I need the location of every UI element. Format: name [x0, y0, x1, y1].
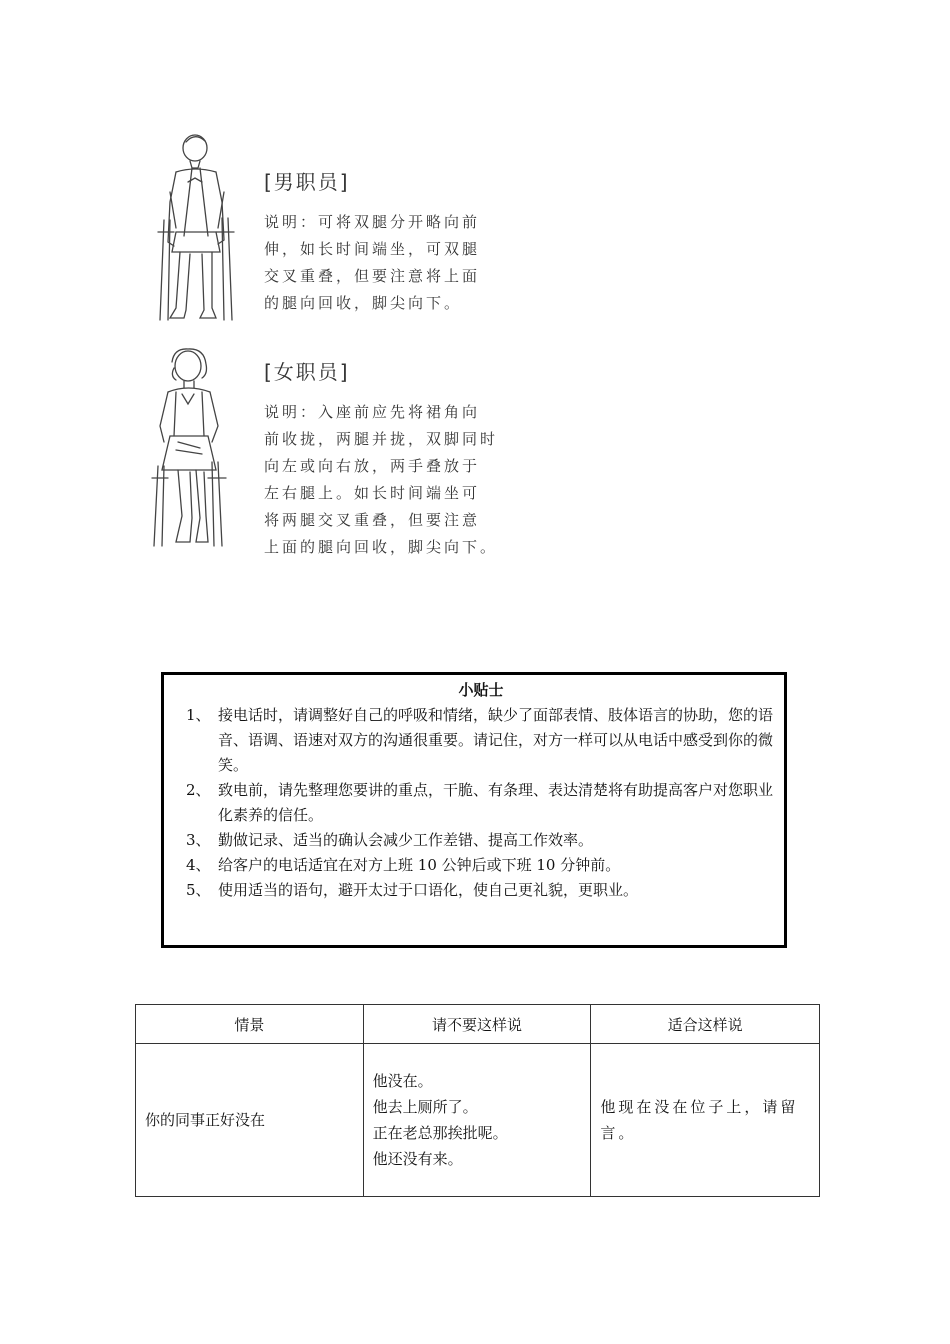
- cell-do-say: 他现在没在位子上，请留言。: [591, 1044, 820, 1197]
- header-dont-say: 请不要这样说: [363, 1005, 591, 1044]
- male-caption-line: 伸，如长时间端坐，可双腿: [264, 240, 481, 258]
- phrase-table: [135, 1004, 820, 1197]
- male-caption-line: 的腿向回收，脚尖向下。: [264, 294, 463, 312]
- tips-list: [186, 703, 776, 903]
- tip-number: 4、: [186, 856, 211, 874]
- dont-say-line: 正在老总那挨批呢。: [372, 1124, 508, 1142]
- tip-text: 使用适当的语句，避开太过于口语化，使自己更礼貌，更职业。: [218, 881, 639, 899]
- female-caption-line: 说明：入座前应先将裙角向: [264, 403, 481, 421]
- cell-scenario: 你的同事正好没在: [136, 1044, 364, 1197]
- header-do-say: 适合这样说: [591, 1005, 820, 1044]
- male-caption-line: 说明：可将双腿分开略向前: [264, 213, 481, 231]
- tip-number: 2、: [186, 781, 211, 799]
- header-scenario: 情景: [136, 1005, 364, 1044]
- male-heading: [男职员]: [264, 170, 350, 194]
- female-caption-line: 前收拢，两腿并拢，双脚同时: [264, 430, 499, 448]
- tip-item: [186, 878, 776, 903]
- dont-say-line: 他没在。: [372, 1072, 433, 1090]
- tip-item: [186, 828, 776, 853]
- tip-number: 3、: [186, 831, 211, 849]
- tip-text: 接电话时，请调整好自己的呼吸和情绪，缺少了面部表情、肢体语言的协助，您的语音、语调、语速对双方的沟通很重要。请记住，对方一样可以从电话中感受到你的微笑。: [218, 706, 774, 774]
- female-caption-line: 上面的腿向回收，脚尖向下。: [264, 538, 499, 556]
- female-caption-line: 左右腿上。如长时间端坐可: [264, 484, 481, 502]
- tips-title: 小贴士: [458, 681, 504, 699]
- male-sitting-illustration: [140, 132, 240, 328]
- female-caption-line: 将两腿交叉重叠，但要注意: [264, 511, 481, 529]
- tip-item: [186, 853, 776, 878]
- female-caption-line: 向左或向右放，两手叠放于: [264, 457, 481, 475]
- female-heading: [女职员]: [264, 360, 350, 384]
- tip-number: 5、: [186, 881, 211, 899]
- female-sitting-illustration: [138, 346, 234, 552]
- tip-item: [186, 778, 776, 828]
- tip-text: 勤做记录、适当的确认会减少工作差错、提高工作效率。: [218, 831, 594, 849]
- tips-box: [161, 672, 787, 948]
- table-row: [136, 1044, 820, 1197]
- table-header-row: [136, 1005, 820, 1044]
- male-caption-line: 交叉重叠，但要注意将上面: [264, 267, 481, 285]
- tip-text: 致电前，请先整理您要讲的重点，干脆、有条理、表达清楚将有助提高客户对您职业化素养的信任。: [218, 781, 774, 824]
- tip-text: 给客户的电话适宜在对方上班 10 公钟后或下班 10 分钟前。: [218, 856, 621, 874]
- tip-number: 1、: [186, 706, 211, 724]
- male-caption: [264, 166, 480, 317]
- female-caption: [264, 356, 498, 561]
- tip-item: [186, 703, 776, 778]
- cell-dont-say: [363, 1044, 591, 1197]
- dont-say-line: 他还没有来。: [372, 1150, 463, 1168]
- dont-say-line: 他去上厕所了。: [372, 1098, 478, 1116]
